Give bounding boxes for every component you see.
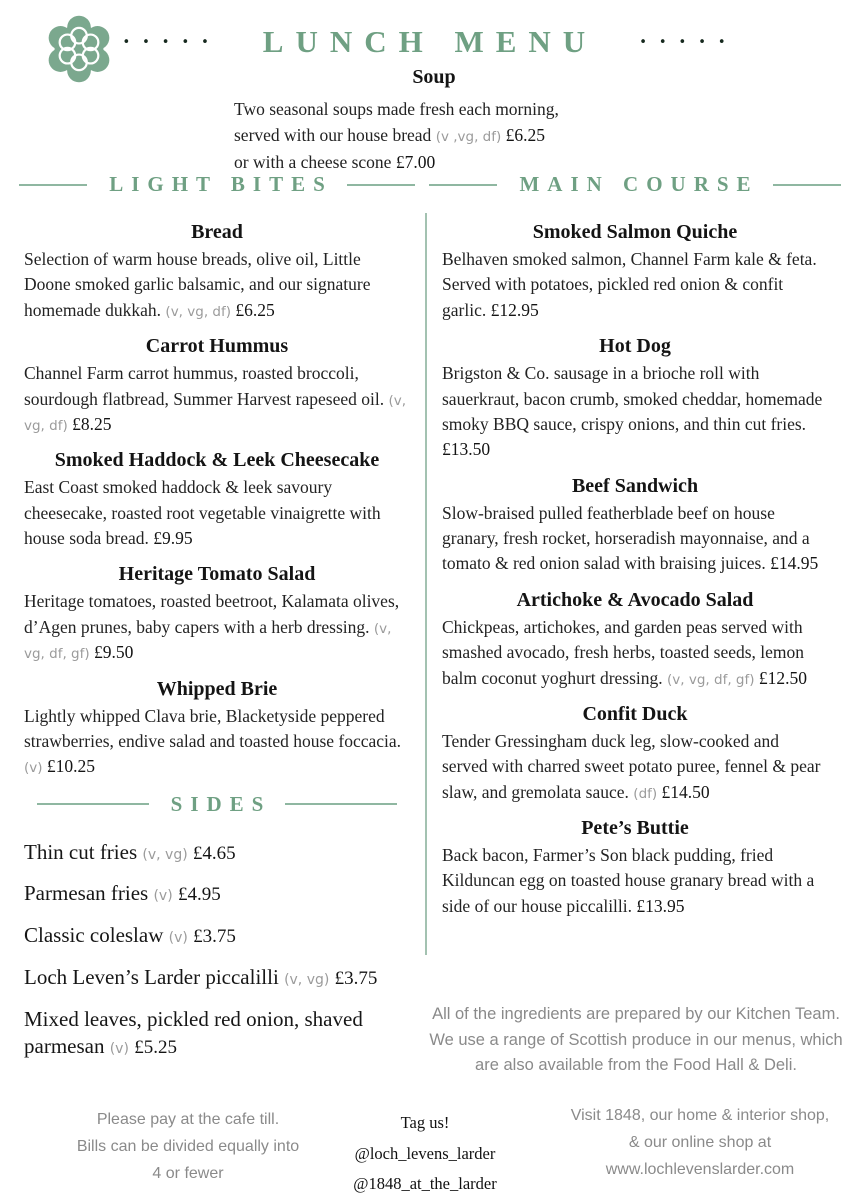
- side-item-price: £4.95: [177, 884, 221, 906]
- side-item-price: £3.75: [334, 967, 378, 989]
- visit-line: www.lochlevenslarder.com: [605, 1161, 795, 1179]
- menu-item-price: £8.25: [72, 413, 112, 434]
- header-rule-right: [773, 184, 841, 186]
- menu-item-smoked-salmon-quiche: [442, 221, 828, 323]
- menu-item-description: [442, 361, 828, 463]
- side-item-parmesan-fries: [24, 880, 410, 908]
- menu-item-name: Bread: [191, 221, 243, 243]
- sides-title: SIDES: [170, 791, 272, 816]
- menu-item-desc-text: Chickpeas, artichokes, and garden peas served with smashed avocado, fresh herbs, toasted seeds, lemon balm coconut yoghurt dressing.: [442, 616, 805, 688]
- dietary-tags: (v, vg): [142, 846, 188, 863]
- menu-item-name: Smoked Salmon Quiche: [532, 221, 738, 243]
- header-rule-right: [347, 184, 415, 186]
- menu-item-whipped-brie: [24, 678, 410, 780]
- header-rule-right: [285, 803, 397, 805]
- side-item-price: £5.25: [134, 1037, 177, 1059]
- visit-line: Visit 1848, our home & interior shop,: [570, 1107, 830, 1124]
- dietary-tags: (v, vg, df): [165, 303, 231, 320]
- main-course-title: MAIN COURSE: [519, 172, 759, 196]
- header-rule-left: [19, 184, 87, 186]
- footer-visit-info: [552, 1102, 848, 1184]
- menu-item-description: [24, 361, 410, 437]
- dietary-tags: (df): [633, 785, 658, 802]
- menu-item-name: Confit Duck: [582, 702, 688, 725]
- page-title: LUNCH MENU: [262, 24, 598, 59]
- masthead: [0, 24, 848, 60]
- menu-item-desc-text: Heritage tomatoes, roasted beetroot, Kalamata olives, d’Agen prunes, baby capers with a herb dressing.: [24, 591, 400, 637]
- soup-line-3: [234, 149, 634, 175]
- footer-payment-info: [38, 1106, 338, 1188]
- menu-item-desc-text: Back bacon, Farmer’s Son black pudding, fried Kilduncan egg on toasted house granary bread with a side of our house piccalilli.: [442, 845, 815, 916]
- menu-item-petes-buttie: [442, 817, 828, 919]
- side-item-classic-coleslaw: [24, 922, 410, 950]
- kitchen-note: All of the ingredients are prepared by our Kitchen Team. We use a range of Scottish produce in our menus, which are also available from the Food Hall & Deli.: [429, 1005, 843, 1075]
- menu-item-name: Beef Sandwich: [571, 474, 699, 497]
- soup-price-1: £6.25: [505, 125, 546, 146]
- menu-item-price: £6.25: [235, 299, 275, 320]
- menu-item-desc-text: Tender Gressingham duck leg, slow-cooked and served with charred sweet potato puree, fennel & pear slaw, and gremolata sauce.: [442, 730, 821, 802]
- menu-item-carrot-hummus: [24, 335, 410, 437]
- dietary-tags: (v): [168, 930, 188, 947]
- main-course-column: [442, 172, 828, 931]
- side-item-name: Thin cut fries: [24, 839, 138, 864]
- menu-item-price: £13.95: [636, 895, 685, 916]
- menu-item-heritage-tomato-salad: [24, 563, 410, 665]
- menu-item-desc-text: Selection of warm house breads, olive oil, Little Doone smoked garlic balsamic, and our signature homemade dukkah.: [24, 249, 371, 320]
- side-item-piccalilli: [24, 964, 410, 992]
- menu-item-hot-dog: [442, 335, 828, 463]
- payment-line: Please pay at the cafe till.: [96, 1111, 280, 1128]
- menu-item-desc-text: Channel Farm carrot hummus, roasted broccoli, sourdough flatbread, Summer Harvest rapeseed oil.: [24, 363, 385, 409]
- menu-item-description: [442, 615, 828, 691]
- menu-item-name: Heritage Tomato Salad: [118, 563, 316, 586]
- menu-item-description: [24, 704, 410, 780]
- menu-item-description: [24, 247, 410, 323]
- light-bites-header: [24, 172, 410, 197]
- light-bites-column: [24, 172, 410, 1075]
- menu-item-price: £12.50: [758, 667, 808, 688]
- menu-item-beef-sandwich: [442, 475, 828, 577]
- menu-item-description: [24, 475, 410, 551]
- menu-item-name: Whipped Brie: [156, 677, 278, 700]
- dietary-tags: (v, vg, df, gf): [24, 620, 392, 663]
- side-item-mixed-leaves: [24, 1006, 410, 1061]
- dietary-tags: (v): [24, 760, 43, 777]
- menu-item-bread: [24, 221, 410, 323]
- menu-item-price: £12.95: [490, 299, 539, 320]
- side-item-price: £3.75: [193, 926, 236, 948]
- side-item-thin-cut-fries: [24, 839, 410, 867]
- menu-item-price: £14.95: [770, 553, 819, 574]
- social-handle: @1848_at_the_larder: [353, 1174, 497, 1194]
- menu-item-desc-text: Slow-braised pulled featherblade beef on house granary, fresh rocket, horseradish mayonnaise, and a tomato & red onion salad with braising juices.: [442, 502, 810, 574]
- payment-line: Bills can be divided equally into: [76, 1138, 300, 1156]
- menu-item-price: £13.50: [442, 439, 491, 460]
- menu-item-description: [442, 729, 828, 805]
- footer-social-info: [330, 1108, 520, 1200]
- dietary-tags: (v): [153, 888, 173, 905]
- visit-line: & our online shop at: [628, 1134, 772, 1152]
- soup-line-1: Two seasonal soups made fresh each morning,: [234, 99, 559, 119]
- menu-item-desc-text: East Coast smoked haddock & leek savoury cheesecake, roasted root vegetable vinaigrette with house soda bread.: [24, 477, 381, 548]
- menu-item-artichoke-avocado-salad: [442, 589, 828, 691]
- soup-line-3-text: or with a cheese scone: [234, 151, 392, 172]
- menu-item-price: £14.50: [661, 781, 710, 802]
- menu-item-name: Pete’s Buttie: [581, 817, 689, 839]
- light-bites-title: LIGHT BITES: [109, 172, 333, 196]
- social-title: Tag us!: [400, 1113, 450, 1132]
- soup-price-2: £7.00: [395, 151, 436, 172]
- soup-section: [234, 66, 634, 175]
- social-handle: @loch_levens_larder: [354, 1143, 496, 1163]
- menu-item-description: [442, 501, 828, 577]
- menu-item-name: Hot Dog: [599, 335, 671, 358]
- header-rule-left: [37, 803, 149, 805]
- menu-item-desc-text: Brigston & Co. sausage in a brioche roll with sauerkraut, bacon crumb, smoked cheddar, homemade smoky BBQ sauce, crispy onions, and thin cut fries.: [442, 363, 823, 434]
- dietary-tags: (v, vg, df): [24, 392, 407, 434]
- side-item-price: £4.65: [192, 842, 236, 864]
- menu-item-description: [442, 247, 828, 323]
- menu-item-description: [24, 589, 410, 665]
- soup-title: Soup: [412, 66, 456, 88]
- menu-item-confit-duck: [442, 703, 828, 805]
- side-item-name: Classic coleslaw: [24, 923, 164, 948]
- side-item-name: Mixed leaves, pickled red onion, shaved parmesan: [24, 1006, 363, 1059]
- main-course-header: [442, 172, 828, 197]
- dots-right-decoration: •••••: [639, 34, 738, 50]
- dietary-tags: (v ,vg, df): [435, 129, 502, 146]
- soup-line-2-text: served with our house bread: [234, 125, 432, 146]
- side-item-name: Parmesan fries: [24, 881, 149, 906]
- dietary-tags: (v): [109, 1041, 129, 1058]
- column-divider-line: [425, 213, 427, 955]
- menu-item-desc-text: Belhaven smoked salmon, Channel Farm kale & feta. Served with potatoes, pickled red onion & confit garlic.: [442, 249, 817, 320]
- dietary-tags: (v, vg, df, gf): [667, 671, 755, 688]
- soup-line-2: [234, 122, 634, 148]
- side-item-name: Loch Leven’s Larder piccalilli: [24, 964, 279, 989]
- menu-item-smoked-haddock-cheesecake: [24, 449, 410, 551]
- dietary-tags: (v, vg): [284, 971, 330, 988]
- menu-item-price: £9.95: [153, 528, 193, 548]
- payment-line: 4 or fewer: [152, 1165, 224, 1183]
- menu-item-desc-text: Lightly whipped Clava brie, Blacketyside peppered strawberries, endive salad and toasted house foccacia.: [24, 705, 402, 751]
- menu-item-description: [442, 843, 828, 919]
- menu-item-price: £10.25: [46, 756, 96, 777]
- menu-item-name: Carrot Hummus: [145, 335, 289, 358]
- menu-item-name: Artichoke & Avocado Salad: [516, 588, 754, 611]
- menu-item-price: £9.50: [94, 642, 134, 663]
- sides-header: [24, 792, 410, 817]
- header-rule-left: [429, 184, 497, 186]
- menu-item-name: Smoked Haddock & Leek Cheesecake: [54, 449, 380, 472]
- dots-left-decoration: •••••: [122, 34, 221, 50]
